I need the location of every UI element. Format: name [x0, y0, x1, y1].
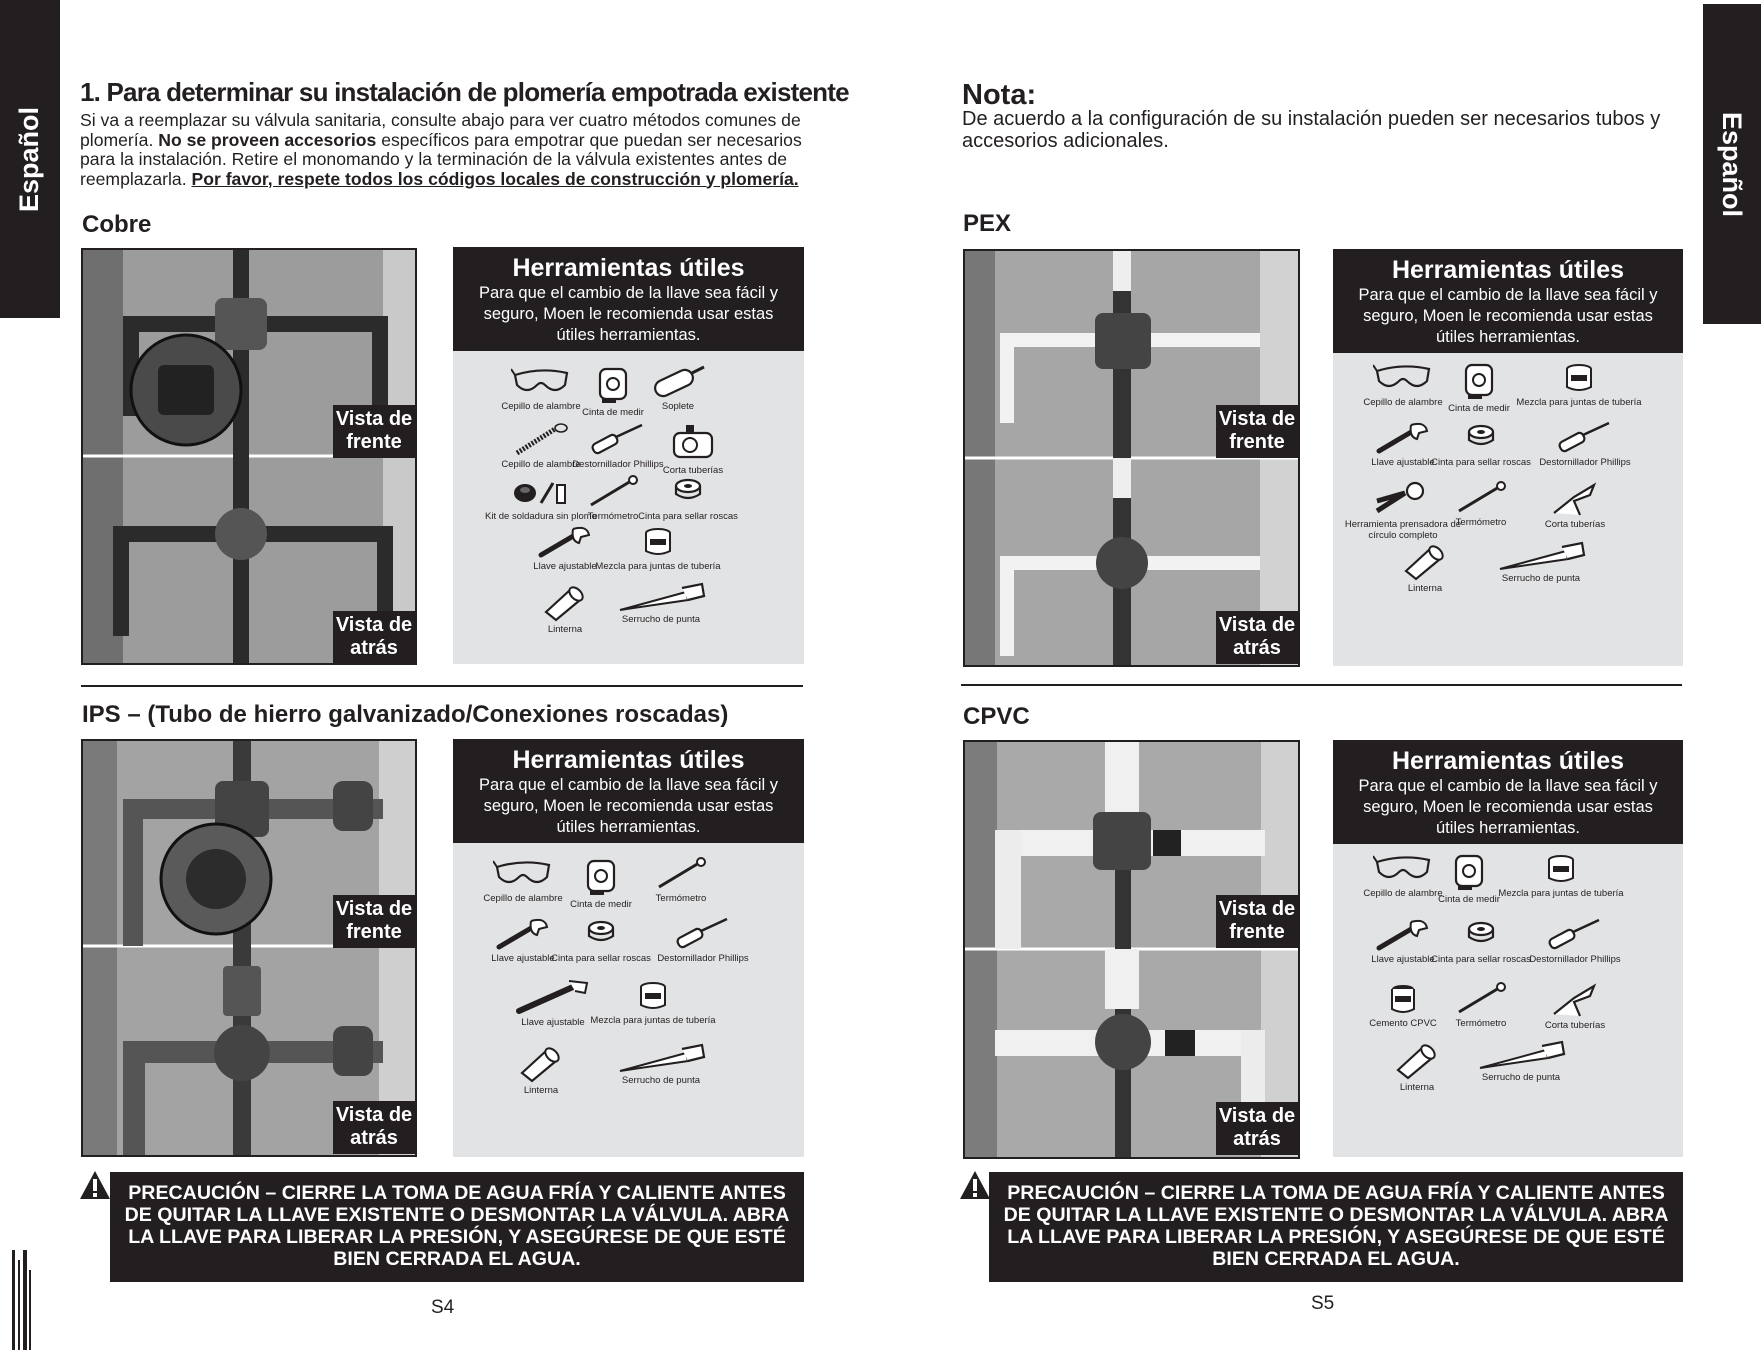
tool-item: [1491, 852, 1631, 900]
tool-item: [471, 1043, 611, 1097]
tool-label: Mezcla para juntas de tubería: [590, 1015, 716, 1026]
tool-label: Linterna: [523, 1085, 559, 1096]
tool-item: [583, 979, 723, 1027]
tool-label: Termómetro: [587, 511, 639, 522]
tools-subtext: Para que el cambio de la llave sea fácil y seguro, Moen le recomienda usar estas útiles herramientas.: [1358, 286, 1658, 346]
pex-photo: [963, 249, 1300, 667]
section-heading-cobre: Cobre: [82, 211, 152, 238]
pex-tools-panel: [1333, 249, 1683, 666]
tool-label: Llave ajustable: [1371, 954, 1435, 965]
tool-label: Serrucho de punta: [1501, 573, 1581, 584]
ips-tools-panel: [453, 739, 804, 1157]
tool-label: Cinta para sellar roscas: [1431, 457, 1531, 468]
tool-label: Llave ajustable: [1371, 457, 1435, 468]
ips-photo: [81, 739, 417, 1157]
section-heading-ips: IPS – (Tubo de hierro galvanizado/Conexiones roscadas): [82, 701, 729, 728]
front-view-label: Vista de frente: [333, 405, 415, 458]
joint-compound-icon: [588, 525, 728, 559]
tool-label: Cinta de medir: [582, 407, 644, 418]
cpvc-tools-panel: [1333, 740, 1683, 1157]
tool-label: Cemento CPVC: [1369, 1018, 1437, 1029]
tool-label: Cepillo de alambre: [501, 459, 581, 470]
tool-label: Linterna: [1407, 583, 1443, 594]
screwdriver-icon: [1505, 918, 1645, 952]
tool-label: Llave ajustable: [491, 953, 555, 964]
tool-label: Herramienta prensadora de círculo completo: [1344, 519, 1462, 541]
section-heading-pex: PEX: [963, 210, 1012, 237]
tool-item: [1471, 541, 1611, 585]
tool-label: Llave ajustable: [521, 1017, 585, 1028]
tool-item: [591, 582, 731, 626]
section-heading-cpvc: CPVC: [963, 703, 1030, 730]
front-view-label: Vista de frente: [333, 895, 415, 948]
tool-label: Destornillador Phillips: [572, 459, 664, 470]
joint-compound-icon: [1509, 361, 1649, 395]
back-view-label: Vista de atrás: [333, 611, 415, 664]
tool-label: Termómetro: [1455, 1018, 1507, 1029]
tool-item: [1505, 481, 1645, 531]
back-view-label: Vista de atrás: [1216, 611, 1298, 664]
tools-subtext: Para que el cambio de la llave sea fácil y seguro, Moen le recomienda usar estas útiles herramientas.: [479, 284, 778, 344]
tool-item: [591, 1043, 731, 1087]
tool-label: Cinta para sellar roscas: [551, 953, 651, 964]
tool-label: Corta tuberías: [662, 465, 724, 476]
page-title: 1. Para determinar su instalación de plomería empotrada existente: [80, 77, 849, 107]
tool-label: Cinta de medir: [570, 899, 632, 910]
tool-label: Mezcla para juntas de tubería: [1498, 888, 1624, 899]
thermometer-icon: [611, 857, 751, 891]
divider: [961, 684, 1682, 686]
warning-icon: [79, 1170, 111, 1200]
tool-label: Soplete: [661, 401, 695, 412]
tools-heading: Herramientas útiles: [512, 746, 745, 774]
caution-banner: PRECAUCIÓN – CIERRE LA TOMA DE AGUA FRÍA Y CALIENTE ANTES DE QUITAR LA LLAVE EXISTENTE O DESMONTAR LA VÁLVULA. ABRA LA LLAVE PARA LIBERAR LA PRESIÓN, Y ASEGÚRESE DE QUE ESTÉ BIEN CERRADA EL AGUA.: [110, 1172, 804, 1282]
tool-label: Llave ajustable: [533, 561, 597, 572]
front-view-label: Vista de frente: [1216, 405, 1298, 458]
tools-heading: Herramientas útiles: [1391, 747, 1625, 775]
torch-icon: [608, 365, 748, 399]
language-tab-left: Español: [0, 0, 60, 318]
caution-banner: PRECAUCIÓN – CIERRE LA TOMA DE AGUA FRÍA Y CALIENTE ANTES DE QUITAR LA LLAVE EXISTENTE O DESMONTAR LA VÁLVULA. ABRA LA LLAVE PARA LIBERAR LA PRESIÓN, Y ASEGÚRESE DE QUE ESTÉ BIEN CERRADA EL AGUA.: [989, 1172, 1683, 1282]
tool-item: [1515, 421, 1655, 469]
cpvc-photo: [963, 740, 1300, 1159]
tool-item: [633, 917, 773, 965]
thread-tape-icon: [618, 475, 758, 509]
tool-label: Destornillador Phillips: [657, 953, 749, 964]
tool-item: [623, 423, 763, 477]
divider: [81, 685, 803, 687]
tools-subtext: Para que el cambio de la llave sea fácil y seguro, Moen le recomienda usar estas útiles herramientas.: [1358, 777, 1658, 837]
warning-icon: [959, 1170, 991, 1200]
tool-item: [1451, 1040, 1591, 1084]
tool-label: Linterna: [1399, 1082, 1435, 1093]
note-title: Nota:: [962, 79, 1037, 111]
tool-item: [1505, 982, 1645, 1032]
pex-cutter-icon: [1505, 982, 1645, 1018]
back-view-label: Vista de atrás: [333, 1101, 415, 1154]
tool-label: Cinta para sellar roscas: [638, 511, 738, 522]
saw-icon: [1451, 1040, 1591, 1070]
barcode-mark: [10, 1250, 32, 1350]
saw-icon: [591, 1043, 731, 1073]
tool-item: [1509, 361, 1649, 409]
tool-label: Cepillo de alambre: [1363, 888, 1443, 899]
tool-item: [608, 365, 748, 413]
screwdriver-icon: [1515, 421, 1655, 455]
screwdriver-icon: [633, 917, 773, 951]
joint-compound-icon: [583, 979, 723, 1013]
intro-paragraph: Si va a reemplazar su válvula sanitaria, consulte abajo para ver cuatro métodos comunes de plomería. No se proveen accesorios específicos para empotrar que puedan ser necesarios para la instalación. Retire el monomando y la terminación de la válvula existentes antes de reemplazarla. Por favor, respete todos los códigos locales de construcción y plomería.: [80, 110, 802, 189]
note-body: De acuerdo a la configuración de su instalación pueden ser necesarios tubos y accesorios adicionales.: [962, 108, 1661, 152]
tool-label: Serrucho de punta: [621, 614, 701, 625]
tool-label: Corta tuberías: [1544, 1020, 1606, 1031]
tool-label: Cinta de medir: [1438, 894, 1500, 905]
tool-label: Cinta para sellar roscas: [1431, 954, 1531, 965]
saw-icon: [1471, 541, 1611, 571]
cobre-tools-panel: [453, 247, 804, 664]
pipe-cutter-icon: [623, 423, 763, 463]
flashlight-icon: [471, 1043, 611, 1083]
tools-heading: Herramientas útiles: [512, 254, 745, 282]
tool-label: Cinta de medir: [1448, 403, 1510, 414]
back-view-label: Vista de atrás: [1216, 1102, 1298, 1155]
saw-icon: [591, 582, 731, 612]
tool-label: Mezcla para juntas de tubería: [1516, 397, 1642, 408]
tool-label: Cepillo de alambre: [483, 893, 563, 904]
pex-cutter-icon: [1505, 481, 1645, 517]
tool-item: [1505, 918, 1645, 966]
joint-compound-icon: [1491, 852, 1631, 886]
page-number: S5: [1311, 1293, 1335, 1314]
tool-item: [618, 475, 758, 523]
tool-label: Cepillo de alambre: [1363, 397, 1443, 408]
tool-label: Serrucho de punta: [621, 1075, 701, 1086]
tool-label: Serrucho de punta: [1481, 1072, 1561, 1083]
tool-label: Destornillador Phillips: [1539, 457, 1631, 468]
tool-label: Corta tuberías: [1544, 519, 1606, 530]
front-view-label: Vista de frente: [1216, 895, 1298, 948]
tool-item: [611, 857, 751, 905]
language-tab-right: Español: [1703, 4, 1761, 324]
page-number: S4: [431, 1297, 455, 1318]
tool-label: Destornillador Phillips: [1529, 954, 1621, 965]
tool-item: [588, 525, 728, 573]
tool-label: Cepillo de alambre: [501, 401, 581, 412]
cobre-photo: [81, 248, 417, 665]
tools-heading: Herramientas útiles: [1391, 256, 1625, 284]
tool-label: Mezcla para juntas de tubería: [595, 561, 721, 572]
tool-label: Termómetro: [655, 893, 707, 904]
tools-subtext: Para que el cambio de la llave sea fácil y seguro, Moen le recomienda usar estas útiles herramientas.: [479, 776, 778, 836]
tool-label: Kit de soldadura sin plomo: [485, 511, 597, 522]
tool-label: Termómetro: [1455, 517, 1507, 528]
tool-label: Linterna: [547, 624, 583, 635]
